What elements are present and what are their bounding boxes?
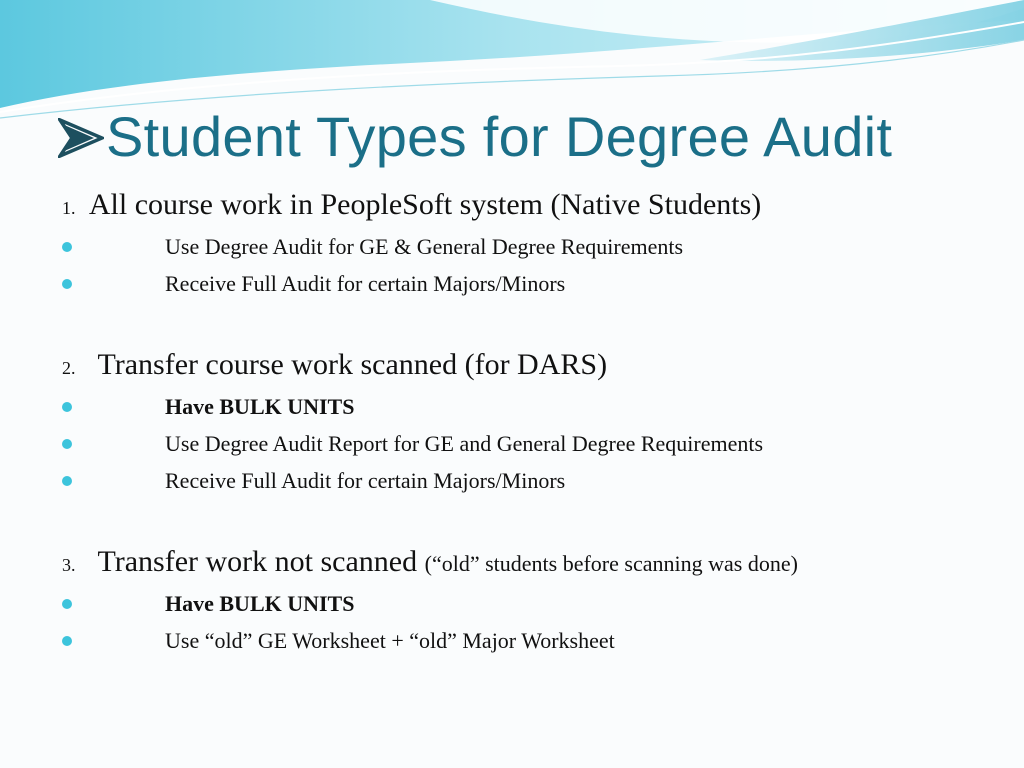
- section-number: 1.: [62, 198, 76, 218]
- bullet-dot-icon: [62, 279, 72, 289]
- slide-title-text: Student Types for Degree Audit: [106, 105, 893, 168]
- bullet-dot-icon: [62, 599, 72, 609]
- section-heading-text: Transfer work not scanned: [97, 545, 418, 578]
- section-number: 2.: [62, 358, 76, 378]
- list-item-text: Receive Full Audit for certain Majors/Minors: [165, 468, 566, 493]
- bullet-dot-icon: [62, 476, 72, 486]
- list-item-text: Use Degree Audit Report for GE and General Degree Requirements: [165, 431, 764, 456]
- section-1-heading: [62, 188, 761, 225]
- section-2-heading: [62, 348, 607, 385]
- list-item-text: Use Degree Audit for GE & General Degree Requirements: [165, 234, 684, 259]
- arrow-bullet-icon: [58, 118, 104, 158]
- section-heading-note: (“old” students before scanning was done): [424, 551, 798, 576]
- section-3-heading: [62, 545, 798, 582]
- section-number: 3.: [62, 555, 76, 575]
- list-item-text: Use “old” GE Worksheet + “old” Major Worksheet: [165, 628, 615, 653]
- slide-title: [58, 104, 892, 169]
- list-item-text: Receive Full Audit for certain Majors/Minors: [165, 271, 566, 296]
- list-item-text: Have BULK UNITS: [165, 394, 355, 419]
- section-heading-text: Transfer course work scanned (for DARS): [97, 348, 608, 381]
- bullet-dot-icon: [62, 242, 72, 252]
- bullet-dot-icon: [62, 402, 72, 412]
- bullet-dot-icon: [62, 636, 72, 646]
- bullet-dot-icon: [62, 439, 72, 449]
- section-heading-text: All course work in PeopleSoft system (Native Students): [88, 188, 762, 221]
- list-item-text: Have BULK UNITS: [165, 591, 355, 616]
